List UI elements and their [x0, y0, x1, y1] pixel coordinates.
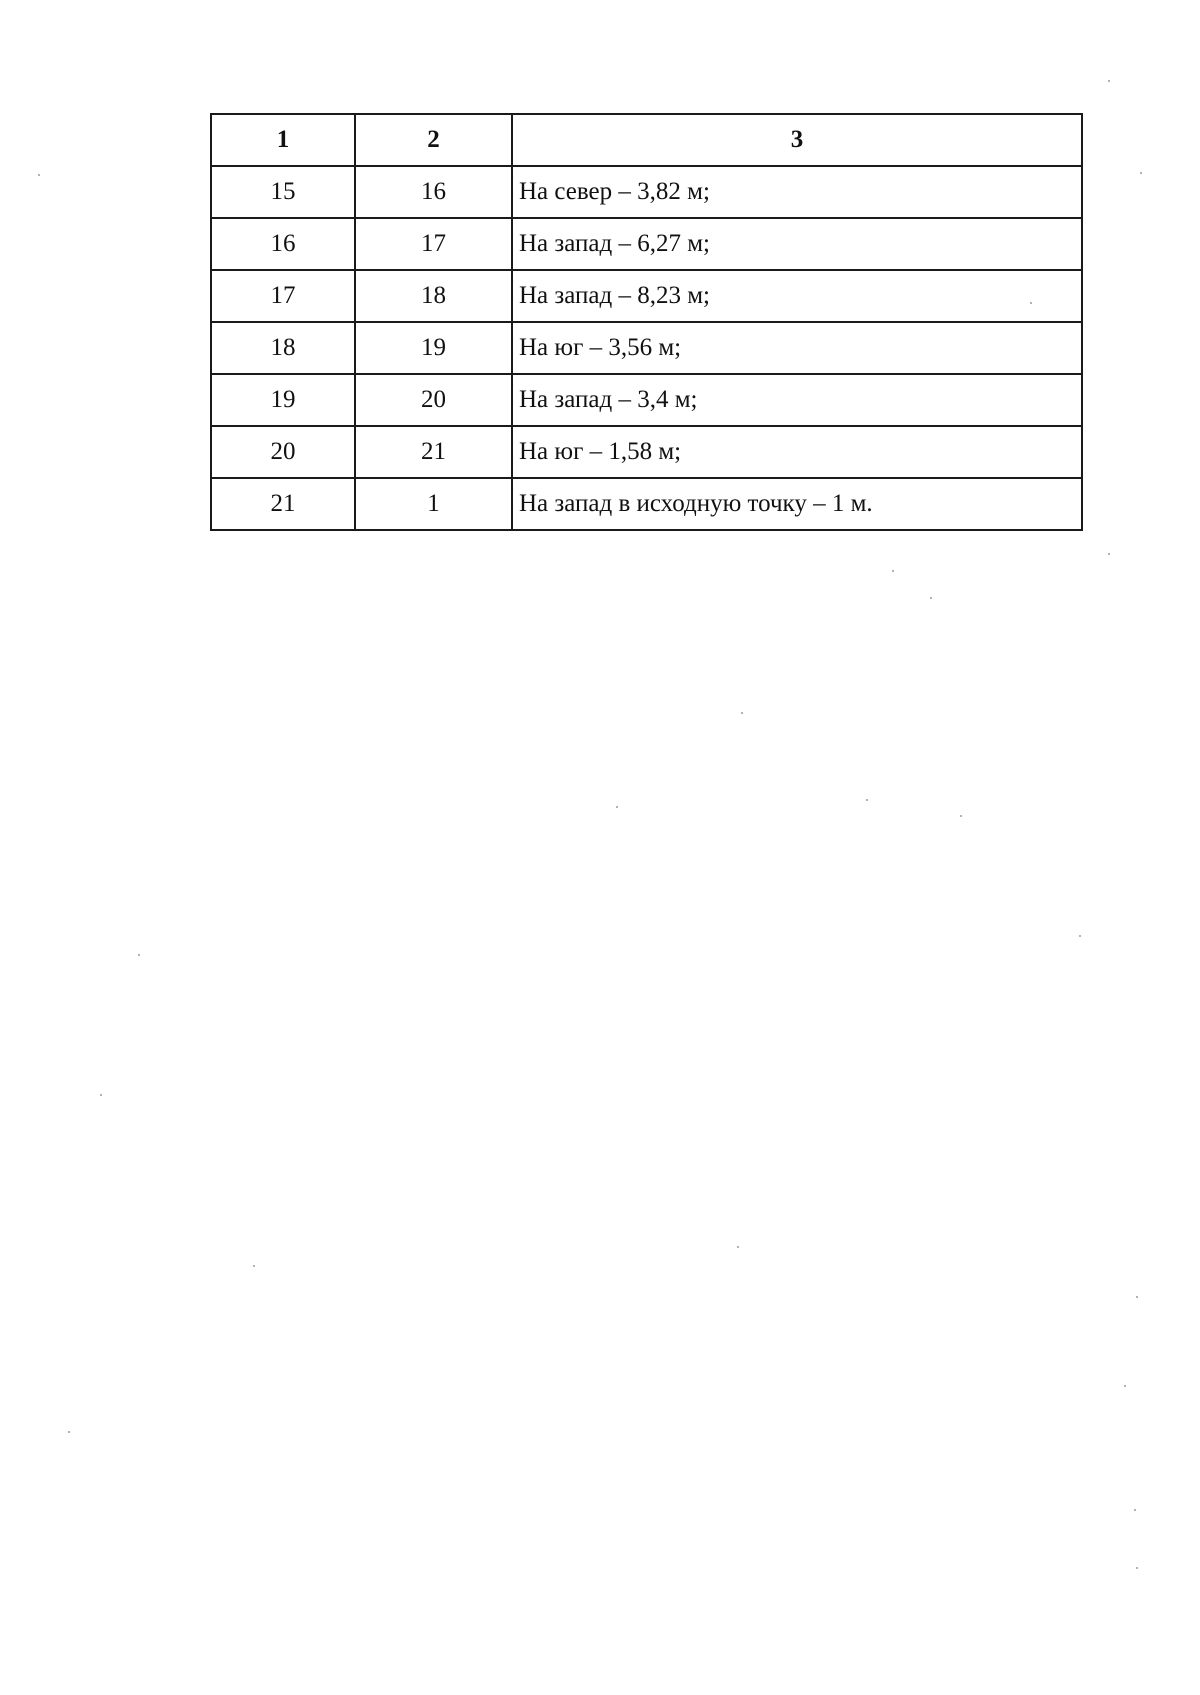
- from-point-cell: 21: [211, 478, 355, 530]
- scan-speck: [1136, 1567, 1138, 1569]
- table-row: [211, 478, 1082, 530]
- from-point-cell: 15: [211, 166, 355, 218]
- table-row: [211, 374, 1082, 426]
- to-point-cell: 19: [355, 322, 512, 374]
- table-row: [211, 426, 1082, 478]
- scan-speck: [1124, 1385, 1126, 1387]
- scan-speck: [1140, 172, 1142, 174]
- direction-description-cell: На запад – 8,23 м;: [512, 270, 1082, 322]
- to-point-cell: 18: [355, 270, 512, 322]
- table-header-row: [211, 114, 1082, 166]
- table-row: [211, 270, 1082, 322]
- to-point-cell: 21: [355, 426, 512, 478]
- scan-speck: [1136, 1296, 1138, 1298]
- to-point-cell: 16: [355, 166, 512, 218]
- scan-speck: [1079, 935, 1081, 937]
- table-row: [211, 218, 1082, 270]
- scan-speck: [1134, 1509, 1136, 1511]
- direction-description-cell: На запад в исходную точку – 1 м.: [512, 478, 1082, 530]
- scan-speck: [892, 570, 894, 572]
- scan-speck: [930, 597, 932, 599]
- scan-speck: [741, 712, 743, 714]
- from-point-cell: 20: [211, 426, 355, 478]
- scan-speck: [68, 1431, 70, 1433]
- scan-speck: [253, 1265, 255, 1267]
- direction-description-cell: На юг – 3,56 м;: [512, 322, 1082, 374]
- from-point-cell: 18: [211, 322, 355, 374]
- from-point-cell: 17: [211, 270, 355, 322]
- scan-speck: [866, 799, 868, 801]
- scan-speck: [616, 806, 618, 808]
- scan-speck: [1030, 302, 1032, 304]
- direction-description-cell: На север – 3,82 м;: [512, 166, 1082, 218]
- scan-speck: [1108, 553, 1110, 555]
- column-header-2: 2: [355, 114, 512, 166]
- direction-description-cell: На запад – 3,4 м;: [512, 374, 1082, 426]
- from-point-cell: 16: [211, 218, 355, 270]
- scan-speck: [38, 174, 40, 176]
- to-point-cell: 17: [355, 218, 512, 270]
- scan-speck: [1108, 80, 1110, 82]
- scan-speck: [737, 1246, 739, 1248]
- table-row: [211, 322, 1082, 374]
- to-point-cell: 20: [355, 374, 512, 426]
- scan-speck: [960, 815, 962, 817]
- scan-speck: [138, 954, 140, 956]
- from-point-cell: 19: [211, 374, 355, 426]
- to-point-cell: 1: [355, 478, 512, 530]
- scan-speck: [100, 1094, 102, 1096]
- direction-description-cell: На юг – 1,58 м;: [512, 426, 1082, 478]
- table-row: [211, 166, 1082, 218]
- column-header-3: 3: [512, 114, 1082, 166]
- direction-description-cell: На запад – 6,27 м;: [512, 218, 1082, 270]
- boundary-table: [210, 113, 1083, 531]
- column-header-1: 1: [211, 114, 355, 166]
